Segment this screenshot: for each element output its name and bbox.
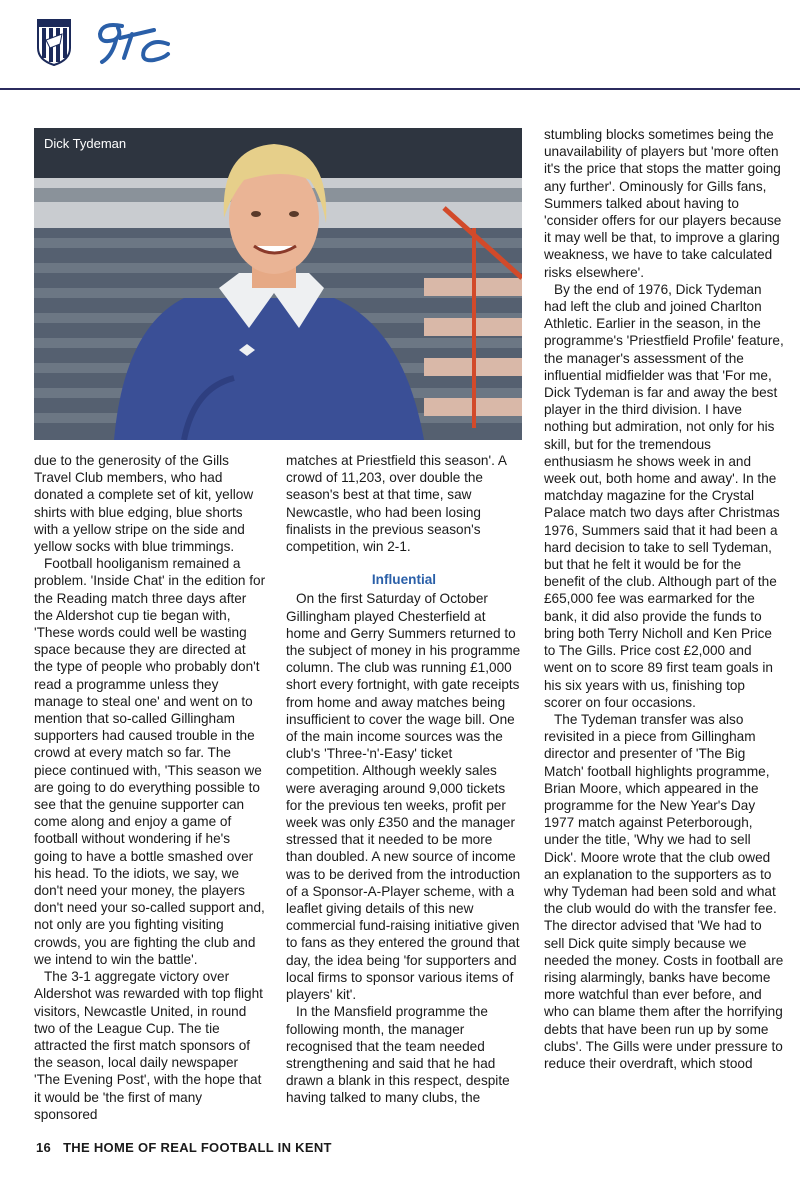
- text-column-3: [544, 126, 784, 1072]
- body-paragraph: due to the generosity of the Gills Travel Club members, who had donated a complete set of kit, yellow shirts with blue edging, blue shorts with a yellow stripe on the side and yellow socks with blue trimmings.: [34, 453, 254, 555]
- player-photo: [34, 128, 522, 440]
- photo-caption: Dick Tydeman: [44, 136, 127, 151]
- gfc-monogram-icon: [92, 16, 174, 68]
- text-column-1: [34, 452, 266, 1123]
- body-paragraph: By the end of 1976, Dick Tydeman had left the club and joined Charlton Athletic. Earlier in the season, in the programme's 'Priestfield Profile' feature, the manager's assessment of the influential midfielder was that 'For me, Dick Tydeman is far and away the best player in the third division. I have nothing but admiration, not only for his skill, but for the tremendous enthusiasm he shows week in and week out, both home and away'. In the matchday magazine for the Crystal Palace match two days after Christmas 1976, Summers said that it had been a hard decision to take to sell Tydeman, but that he felt it would be for the benefit of the club. Although part of the £65,000 fee was earmarked for the bank, it did also provide the funds to bring both Terry Nicholl and Ken Price to The Gills. Price cost £2,000 and went on to score 89 first team goals in his six years with us, finishing top scorer on four occasions.: [544, 281, 784, 710]
- section-subheading: Influential: [371, 572, 437, 588]
- gillingham-crest-icon: [36, 18, 72, 66]
- player-photo-illustration: [34, 128, 522, 440]
- page-number: 16: [36, 1140, 52, 1155]
- text-column-2: [286, 452, 522, 1107]
- footer-tagline: THE HOME OF REAL FOOTBALL IN KENT: [63, 1140, 332, 1155]
- body-paragraph: In the Mansfield programme the following month, the manager recognised that the team needed strengthening and said that he had drawn a blank in this respect, despite having talked to many clubs, the: [286, 1004, 510, 1106]
- header-rule: [0, 88, 800, 90]
- body-paragraph: On the first Saturday of October Gillingham played Chesterfield at home and Gerry Summers returned to the subject of money in his programme column. The club was running £1,000 short every fortnight, with gate receipts from home and away matches being insufficient to cover the wage bill. One of the main income sources was the club's 'Three-'n'-Easy' ticket competition. Although weekly sales were averaging around 9,000 tickets for the previous ten weeks, profit per week was only £350 and the manager stressed that it needed to be more than doubled. A new source of income was to be derived from the introduction of a Sponsor-A-Player scheme, with a leaflet giving details of this new commercial fund-raising initiative given to fans as they entered the ground that day, the idea being 'for supporters and local firms to sponsor various items of players' kit'.: [286, 591, 521, 1003]
- body-paragraph: stumbling blocks sometimes being the unavailability of players but 'more often it's the price that stops the matter going any further'. Ominously for Gills fans, Summers talked about having to 'consider offers for our players because it may well be that, to improve a glaring weakness, we have to take calculated risks elsewhere'.: [544, 127, 782, 280]
- body-paragraph: matches at Priestfield this season'. A crowd of 11,203, over double the season's best at that time, saw Newcastle, who had been losing finalists in the previous season's competition, win 2-1.: [286, 453, 507, 555]
- page-header: [0, 0, 800, 92]
- body-paragraph: Football hooliganism remained a problem. 'Inside Chat' in the edition for the Reading match three days after the Aldershot cup tie began with, 'These words could well be wasting space because they are directed at the type of people who probably don't read a programme unless they manage to steal one' and went on to mention that so-called Gillingham supporters had caused trouble in the crowd at every match so far. The piece continued with, 'This season we are going to do everything possible to see that the genuine supporter can come along and enjoy a game of football without wondering if he's going to have a bottle smashed over his head. To the idiots, we say, we don't need your money, the players don't need your so-called support and, not only are you fighting visiting crowds, you are fighting the club and we intend to win the battle'.: [34, 556, 266, 967]
- body-paragraph: The Tydeman transfer was also revisited in a piece from Gillingham director and presenter of 'The Big Match' football highlights programme, Brian Moore, which appeared in the programme for the New Year's Day 1977 match against Peterborough, under the title, 'Why we had to sell Dick'. Moore wrote that the club owed an explanation to the supporters as to why Tydeman had been sold and what the club would do with the transfer fee. The director advised that 'We had to sell Dick quite simply because we needed the money. Costs in football are rising alarmingly, banks have become more watchful than ever before, and who can blame them after the horrifying debts that have been run up by some clubs'. The Gills were under pressure to reduce their overdraft, which stood: [544, 711, 784, 1071]
- body-paragraph: The 3-1 aggregate victory over Aldershot was rewarded with top flight visitors, Newcastle United, in round two of the League Cup. The tie attracted the first match sponsors of the season, local daily newspaper 'The Evening Post', with the hope that it would be 'the first of many sponsored: [34, 969, 263, 1122]
- page-footer: [36, 1140, 332, 1155]
